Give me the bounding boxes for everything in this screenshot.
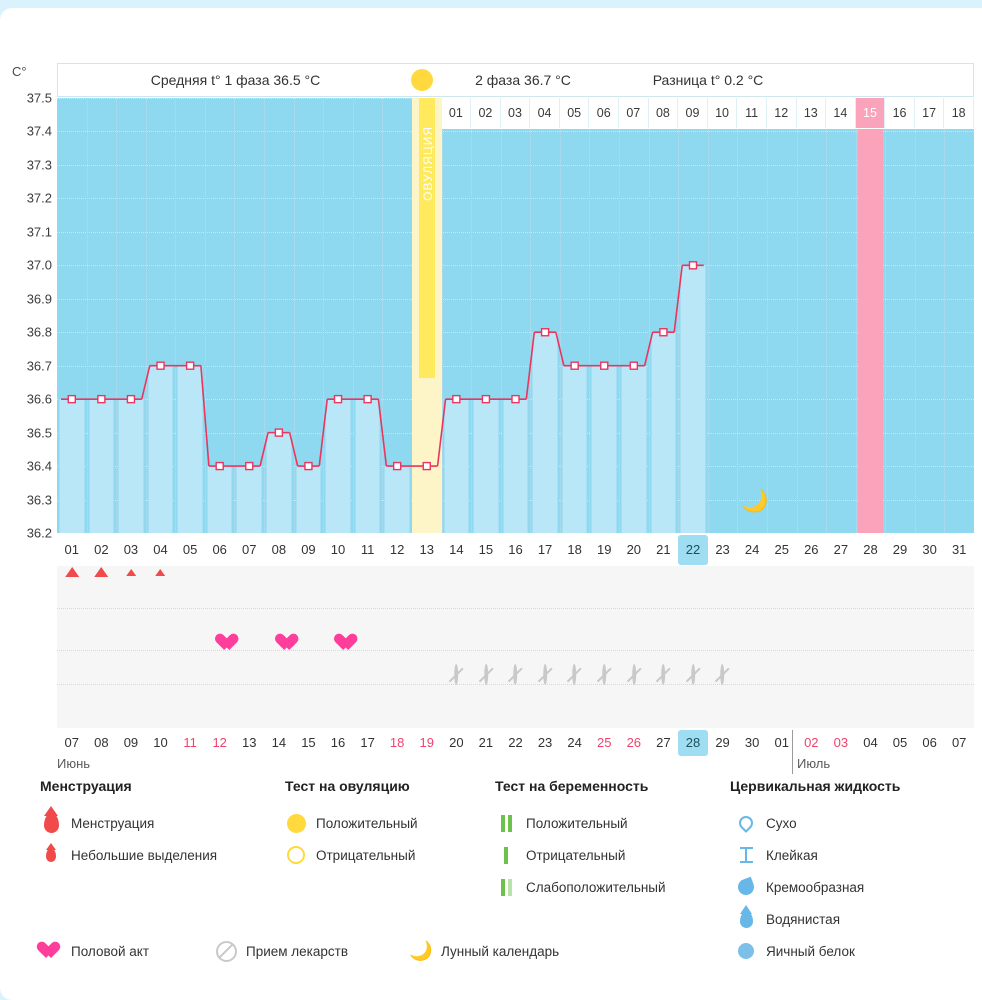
legend-label: Лунный календарь (441, 943, 560, 959)
calendar-date-cell[interactable]: 16 (330, 735, 346, 750)
temperature-plot[interactable] (57, 98, 974, 533)
legend-label: Половой акт (71, 943, 150, 959)
moon-icon: 🌙 (409, 941, 433, 962)
cycle-day-cell[interactable]: 20 (626, 542, 642, 557)
calendar-date-cell[interactable]: 03 (833, 735, 849, 750)
legend-title-cervical-fluid: Цервикальная жидкость (730, 778, 901, 794)
calendar-date-cell[interactable]: 22 (508, 735, 523, 750)
cycle-day-cell[interactable]: 25 (774, 542, 789, 557)
legend-title-ovulation-test: Тест на овуляцию (285, 778, 410, 794)
yellow-circle-filled-icon (285, 812, 307, 834)
second-phase-day[interactable]: 15 (856, 98, 886, 128)
legend-title-menstruation: Менструация (40, 778, 132, 794)
second-phase-day[interactable]: 03 (501, 98, 531, 128)
calendar-date-cell[interactable]: 24 (567, 735, 582, 750)
second-phase-day[interactable]: 17 (915, 98, 945, 128)
legend-item-egg-white (735, 940, 855, 962)
cycle-day-cell[interactable]: 21 (656, 542, 671, 557)
legend-label: Положительный (316, 815, 418, 831)
y-axis-tick: 37.3 (26, 157, 52, 173)
cycle-day-cell[interactable]: 15 (478, 542, 494, 557)
legend-label: Положительный (526, 815, 628, 831)
pink-heart-icon (40, 940, 62, 962)
symbol-rows[interactable] (57, 566, 974, 728)
cycle-day-cell[interactable]: 19 (596, 542, 612, 557)
medication-marker[interactable] (619, 666, 649, 684)
legend-label: Прием лекарств (246, 943, 349, 959)
legend-label: Яичный белок (766, 943, 855, 959)
medication-marker[interactable] (649, 666, 679, 684)
legend-item-creamy (735, 876, 864, 898)
calendar-date-cell[interactable]: 27 (656, 735, 671, 750)
one-green-bar-icon (495, 844, 517, 866)
watery-icon (735, 908, 757, 930)
legend-item-pregnancy-faint (495, 876, 666, 898)
legend-item-menstruation (40, 812, 154, 834)
legend-item-ovulation-positive (285, 812, 418, 834)
sticky-icon (735, 844, 757, 866)
calendar-date-cell[interactable]: 15 (301, 735, 316, 750)
calendar-date-cell[interactable]: 30 (744, 735, 760, 750)
calendar-date-cell[interactable]: 21 (478, 735, 494, 750)
legend-label: Небольшие выделения (71, 847, 218, 863)
calendar-date-cell[interactable]: 11 (183, 735, 197, 750)
cycle-day-cell[interactable]: 08 (271, 542, 287, 557)
cycle-day-cell[interactable]: 12 (389, 542, 405, 557)
blood-drop-icon (40, 812, 62, 834)
cycle-day-cell[interactable]: 17 (537, 542, 553, 557)
calendar-date-cell[interactable]: 12 (212, 735, 227, 750)
second-phase-day[interactable]: 13 (797, 98, 827, 128)
month-label-left: Июнь (57, 756, 91, 771)
second-phase-day[interactable]: 01 (442, 98, 472, 128)
y-axis-tick: 36.5 (26, 425, 52, 441)
calendar-date-cell[interactable]: 26 (626, 735, 642, 750)
creamy-icon (735, 876, 757, 898)
month-label-right: Июль (797, 756, 831, 771)
y-axis-tick: 36.9 (26, 291, 52, 307)
medication-marker[interactable] (501, 666, 531, 684)
legend-item-pregnancy-positive (495, 812, 628, 834)
legend-item-dry (735, 812, 797, 834)
second-phase-day[interactable]: 11 (737, 98, 767, 128)
calendar-date-cell[interactable]: 02 (804, 735, 819, 750)
y-axis-tick: 36.2 (26, 525, 52, 541)
second-phase-day[interactable]: 16 (885, 98, 915, 128)
cycle-day-cell[interactable]: 02 (94, 542, 109, 557)
calendar-date-cell[interactable]: 07 (64, 735, 80, 750)
legend-title-pregnancy-test: Тест на беременность (495, 778, 649, 794)
calendar-date-cell[interactable]: 29 (715, 735, 730, 750)
y-axis-tick: 36.6 (26, 391, 52, 407)
legend-label: Отрицательный (526, 847, 626, 863)
legend-label: Кремообразная (766, 879, 865, 895)
chart-card (0, 8, 982, 1000)
calendar-date-cell[interactable]: 06 (922, 735, 937, 750)
y-axis-tick: 37.4 (26, 123, 52, 139)
legend-label: Водянистая (766, 911, 840, 927)
second-phase-day[interactable]: 14 (826, 98, 856, 128)
second-phase-day[interactable]: 12 (767, 98, 797, 128)
second-phase-day[interactable]: 06 (589, 98, 619, 128)
temp-difference-label: Разница t° 0.2 °C (652, 72, 764, 88)
y-axis-tick: 36.3 (26, 492, 52, 508)
cycle-day-cell[interactable]: 04 (153, 542, 168, 557)
green-bar-faint-icon (495, 876, 517, 898)
ovulation-marker-icon (411, 69, 433, 91)
cycle-day-cell[interactable]: 23 (715, 542, 730, 557)
second-phase-day[interactable]: 07 (619, 98, 649, 128)
cycle-day-cell[interactable]: 03 (123, 542, 139, 557)
cycle-day-cell[interactable]: 16 (508, 542, 523, 557)
calendar-date-cell[interactable]: 07 (951, 735, 967, 750)
second-phase-day[interactable]: 02 (471, 98, 501, 128)
y-axis-unit-label: C° (12, 64, 27, 79)
cycle-day-cell[interactable]: 26 (804, 542, 819, 557)
calendar-date-cell[interactable]: 19 (419, 735, 434, 750)
cycle-day-cell[interactable]: 11 (360, 542, 375, 557)
legend-label: Менструация (71, 815, 155, 831)
phase-summary-bar (57, 63, 974, 97)
cycle-day-cell[interactable]: 10 (330, 542, 346, 557)
cycle-day-cell[interactable]: 24 (744, 542, 760, 557)
pill-icon (215, 940, 237, 962)
legend-item-pregnancy-negative (495, 844, 625, 866)
calendar-date-cell[interactable]: 25 (596, 735, 612, 750)
cycle-day-cell[interactable]: 01 (64, 542, 80, 557)
second-phase-day[interactable]: 09 (678, 98, 708, 128)
calendar-date-cell[interactable]: 10 (153, 735, 168, 750)
calendar-date-cell[interactable]: 14 (271, 735, 287, 750)
cycle-day-cell[interactable]: 31 (951, 542, 967, 557)
ovulation-vertical-label: ОВУЛЯЦИЯ (420, 126, 435, 201)
calendar-date-cell[interactable]: 18 (389, 735, 405, 750)
symbol-row-divider (57, 608, 974, 609)
two-green-bars-icon (495, 812, 517, 834)
calendar-date-cell[interactable]: 28 (678, 730, 708, 756)
legend-item-spotting (40, 844, 217, 866)
phase2-average-label: 2 фаза 36.7 °C (475, 72, 571, 88)
medication-marker[interactable] (471, 666, 501, 684)
temperature-line-series (57, 98, 974, 533)
calendar-date-cell[interactable]: 05 (892, 735, 908, 750)
legend-label: Отрицательный (316, 847, 416, 863)
calendar-date-axis[interactable] (57, 730, 974, 771)
cycle-day-cell[interactable]: 30 (922, 542, 937, 557)
y-axis-tick: 37.0 (26, 257, 52, 273)
medication-marker[interactable] (442, 666, 472, 684)
legend-item-moon-calendar (410, 940, 559, 962)
y-axis-tick: 37.2 (26, 190, 52, 206)
calendar-date-cell[interactable]: 09 (123, 735, 139, 750)
symbol-row-divider (57, 650, 974, 651)
calendar-date-cell[interactable]: 13 (242, 735, 257, 750)
second-phase-day[interactable]: 08 (649, 98, 679, 128)
second-phase-day[interactable]: 05 (560, 98, 590, 128)
legend-item-ovulation-negative (285, 844, 415, 866)
medication-marker[interactable] (589, 666, 619, 684)
cycle-day-axis[interactable] (57, 535, 974, 565)
y-axis-tick: 37.5 (26, 90, 52, 106)
chart-area (0, 8, 982, 541)
cycle-day-cell[interactable]: 18 (567, 542, 582, 557)
cycle-day-cell[interactable]: 28 (863, 542, 878, 557)
phase1-average-label: Средняя t° 1 фаза 36.5 °C (150, 72, 321, 88)
legend-item-watery (735, 908, 840, 930)
legend-label: Слабоположительный (526, 879, 666, 895)
medication-marker[interactable] (530, 666, 560, 684)
calendar-date-cell[interactable]: 17 (360, 735, 375, 750)
y-axis-tick: 36.4 (26, 458, 52, 474)
medication-marker[interactable] (678, 666, 708, 684)
second-phase-day[interactable]: 18 (944, 98, 974, 128)
cycle-day-cell[interactable]: 14 (449, 542, 464, 557)
small-blood-drop-icon (40, 844, 62, 866)
cycle-day-cell[interactable]: 27 (833, 542, 849, 557)
legend-item-intercourse (40, 940, 149, 962)
cycle-day-cell[interactable]: 22 (678, 535, 708, 565)
second-phase-day[interactable]: 10 (708, 98, 738, 128)
calendar-date-cell[interactable]: 01 (774, 735, 789, 750)
cycle-day-cell[interactable]: 06 (212, 542, 227, 557)
legend-item-sticky (735, 844, 818, 866)
cycle-day-cell[interactable]: 13 (419, 542, 434, 557)
legend-label: Сухо (766, 815, 797, 831)
y-axis-tick: 37.1 (26, 224, 52, 240)
legend-item-medication (215, 940, 348, 962)
medication-marker[interactable] (708, 666, 738, 684)
cycle-day-cell[interactable]: 07 (242, 542, 257, 557)
y-axis-tick: 36.7 (26, 358, 52, 374)
second-phase-day[interactable]: 04 (530, 98, 560, 128)
legend (40, 778, 960, 978)
y-axis-tick: 36.8 (26, 324, 52, 340)
cycle-day-cell[interactable]: 09 (301, 542, 316, 557)
calendar-date-cell[interactable]: 08 (94, 735, 109, 750)
calendar-date-cell[interactable]: 20 (449, 735, 464, 750)
calendar-date-cell[interactable]: 23 (537, 735, 553, 750)
yellow-circle-outline-icon (285, 844, 307, 866)
medication-marker[interactable] (560, 666, 590, 684)
legend-label: Клейкая (766, 847, 818, 863)
egg-white-icon (735, 940, 757, 962)
cycle-day-cell[interactable]: 29 (892, 542, 908, 557)
dry-icon (735, 812, 757, 834)
moon-phase-icon: 🌙 (741, 488, 769, 513)
calendar-date-cell[interactable]: 04 (863, 735, 878, 750)
cycle-day-cell[interactable]: 05 (182, 542, 198, 557)
